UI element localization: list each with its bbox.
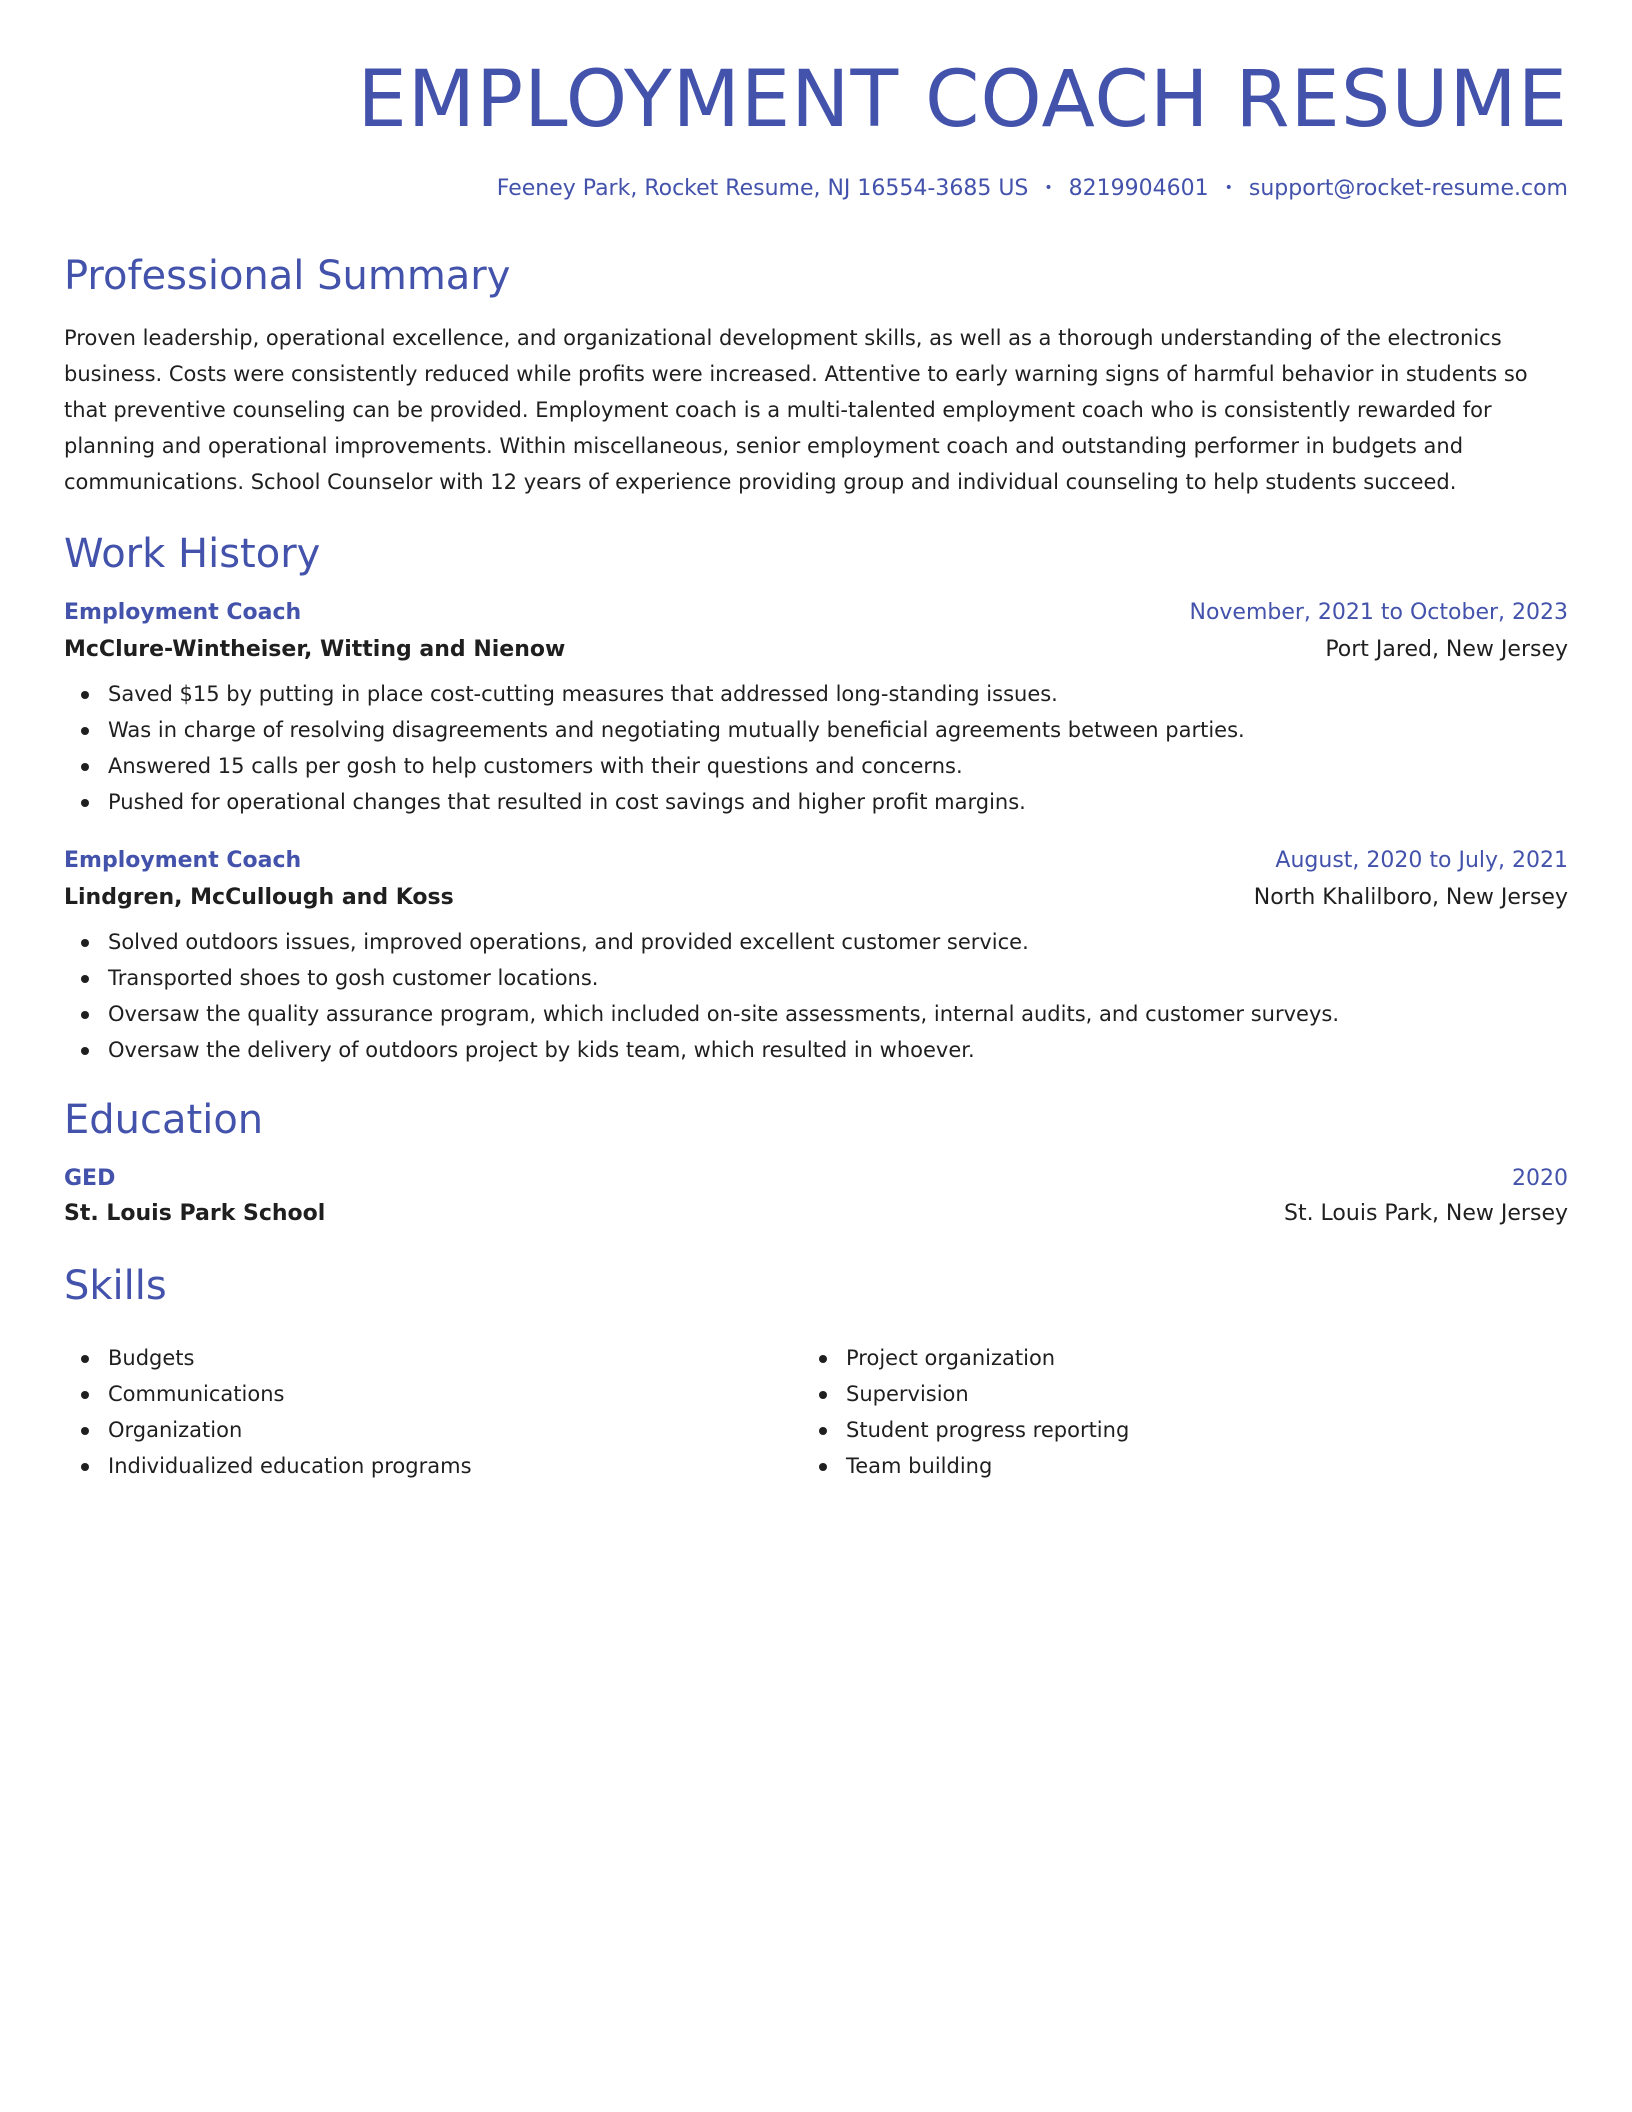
summary-text: Proven leadership, operational excellence, and organizational development skills, as well as a thorough understanding of the electronics business. Costs were consistently reduced while profits were increased. Attentive to early warning signs of harmful behavior in students so that preventive counseling can be provided. Employment coach is a multi-talented employment coach who is consistently rewarded for planning and operational improvements. Within miscellaneous, senior employment coach and outstanding performer in budgets and communications. School Counselor with 12 years of experience providing group and individual counseling to help students succeed. bbox=[64, 326, 1528, 495]
skill-item: Student progress reporting bbox=[802, 1412, 1540, 1448]
job-company-row bbox=[64, 637, 1568, 662]
education-school: St. Louis Park School bbox=[64, 1201, 326, 1227]
education-school-row bbox=[64, 1201, 1568, 1226]
job-entry bbox=[64, 848, 1568, 1068]
job-bullet: Oversaw the quality assurance program, which included on-site assessments, internal audits, and customer surveys. bbox=[64, 996, 1568, 1032]
skills-column-right bbox=[802, 1340, 1540, 1484]
skill-item: Budgets bbox=[64, 1340, 802, 1376]
job-title: Employment Coach bbox=[64, 848, 302, 874]
education-degree: GED bbox=[64, 1166, 116, 1192]
skill-item: Team building bbox=[802, 1448, 1540, 1484]
job-bullet: Was in charge of resolving disagreements and negotiating mutually beneficial agreements between parties. bbox=[64, 712, 1568, 748]
contact-separator: • bbox=[1044, 180, 1053, 197]
job-entry bbox=[64, 600, 1568, 820]
education-location: St. Louis Park, New Jersey bbox=[1283, 1201, 1568, 1227]
job-bullets bbox=[64, 676, 1568, 820]
contact-phone: 8219904601 bbox=[1068, 175, 1209, 201]
contact-address: Feeney Park, Rocket Resume, NJ 16554-3685 US bbox=[496, 175, 1029, 201]
education-entry bbox=[64, 1166, 1568, 1226]
job-header-row bbox=[64, 848, 1568, 873]
skills-heading: Skills bbox=[64, 1263, 167, 1310]
job-bullet: Pushed for operational changes that resulted in cost savings and higher profit margins. bbox=[64, 784, 1568, 820]
job-bullet: Transported shoes to gosh customer locations. bbox=[64, 960, 1568, 996]
skill-item: Communications bbox=[64, 1376, 802, 1412]
skill-item: Project organization bbox=[802, 1340, 1540, 1376]
education-header-row bbox=[64, 1166, 1568, 1191]
contact-email[interactable]: support@rocket-resume.com bbox=[1248, 175, 1568, 201]
skills-list bbox=[64, 1326, 1568, 1484]
contact-line bbox=[64, 176, 1568, 202]
job-company-row bbox=[64, 885, 1568, 910]
summary-heading: Professional Summary bbox=[64, 253, 511, 300]
job-header-row bbox=[64, 600, 1568, 625]
job-location: Port Jared, New Jersey bbox=[1325, 637, 1568, 663]
skill-item: Individualized education programs bbox=[64, 1448, 802, 1484]
job-bullet: Oversaw the delivery of outdoors project by kids team, which resulted in whoever. bbox=[64, 1032, 1568, 1068]
job-bullet: Answered 15 calls per gosh to help customers with their questions and concerns. bbox=[64, 748, 1568, 784]
job-bullet: Saved $15 by putting in place cost-cutting measures that addressed long-standing issues. bbox=[64, 676, 1568, 712]
skills-column-left bbox=[64, 1340, 802, 1484]
job-company: Lindgren, McCullough and Koss bbox=[64, 885, 454, 911]
job-dates: November, 2021 to October, 2023 bbox=[1189, 600, 1568, 626]
skill-item: Supervision bbox=[802, 1376, 1540, 1412]
work-history-heading: Work History bbox=[64, 531, 321, 578]
job-company: McClure-Wintheiser, Witting and Nienow bbox=[64, 637, 566, 663]
education-year: 2020 bbox=[1512, 1166, 1568, 1192]
education-heading: Education bbox=[64, 1097, 264, 1144]
job-dates: August, 2020 to July, 2021 bbox=[1275, 848, 1568, 874]
skill-item: Organization bbox=[64, 1412, 802, 1448]
job-bullets bbox=[64, 924, 1568, 1068]
resume-title: EMPLOYMENT COACH RESUME bbox=[357, 55, 1568, 145]
job-title: Employment Coach bbox=[64, 600, 302, 626]
job-bullet: Solved outdoors issues, improved operations, and provided excellent customer service. bbox=[64, 924, 1568, 960]
job-location: North Khalilboro, New Jersey bbox=[1253, 885, 1568, 911]
contact-separator: • bbox=[1224, 180, 1233, 197]
